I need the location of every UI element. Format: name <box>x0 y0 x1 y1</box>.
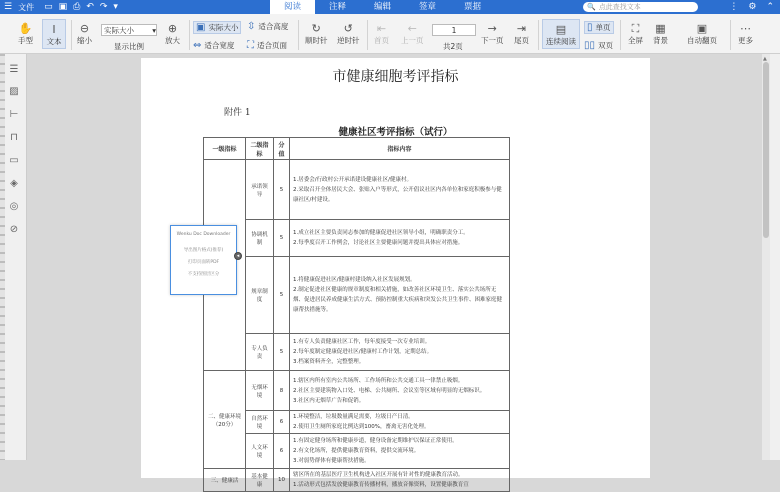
divider <box>298 20 299 50</box>
divider <box>538 20 539 50</box>
cell-score: 8 <box>274 371 290 411</box>
criteria-table <box>203 137 510 492</box>
arrow-right-icon: → <box>487 22 497 35</box>
header-content: 指标内容 <box>290 138 510 160</box>
cell-level2: 规章制度 <box>246 257 274 334</box>
divider <box>189 20 190 50</box>
cell-content: 1.将健康促进社区/健康村建设纳入社区发展规划。 2.制定促进社区健康的规章制度和相关措施，如改善社区环境卫生、落实公共场所无烟、促进居民养成健康生活方式、预防控制重大疾病和突发公共卫生事件、困难家庭健康帮扶措施等。 <box>290 257 510 334</box>
last-page-button[interactable]: ⇥ 尾页 <box>514 22 529 45</box>
popup-toggle-knob[interactable]: ◂ <box>234 252 242 260</box>
last-page-icon: ⇥ <box>516 22 527 35</box>
attachment-label: 附件 1 <box>224 108 251 118</box>
title-bar <box>0 0 780 14</box>
menu-icon[interactable]: ☰ <box>4 2 13 12</box>
divider <box>71 20 72 50</box>
cell-content: 1.居委会/行政村公开承诺建设健康社区/健康村。 2.采取召开全体居民大会、张贴入户等形式，公开倡议社区内各单位和家庭积极参与健康社区/村建设。 <box>290 160 510 220</box>
more-dots-icon: ⋯ <box>740 22 751 35</box>
fit-page-button[interactable]: ⛶ 适合页面 <box>247 40 287 51</box>
first-page-button[interactable]: ⇤ 首页 <box>374 22 389 45</box>
table-row <box>204 220 510 257</box>
cell-content: 1.有专人负责健康社区工作，每年度接受一次专业培训。 2.每年度制定健康促进社区/健康村工作计划，定期总结。 3.档案资料齐全，完整整理。 <box>290 334 510 371</box>
tab-sign[interactable]: 签章 <box>418 2 436 12</box>
background-icon: ▦ <box>655 22 666 35</box>
single-page-button[interactable]: ▯ 单页 <box>584 21 614 34</box>
cell-level2: 基本健康 <box>246 469 274 492</box>
rotate-ccw-icon: ↺ <box>343 22 353 35</box>
zoom-out-button[interactable]: ⊖ 缩小 <box>77 22 92 45</box>
zoom-select[interactable]: 实际大小 ▾ <box>101 24 157 36</box>
cell-level2: 自然环境 <box>246 411 274 434</box>
layers-tree-icon[interactable]: ⊢ <box>9 109 19 120</box>
first-page-icon: ⇤ <box>376 22 387 35</box>
minus-circle-icon: ⊖ <box>79 22 90 35</box>
comment-icon[interactable]: ▭ <box>9 155 19 166</box>
cell-score: 5 <box>274 334 290 371</box>
bookmark-icon[interactable]: ⊓ <box>10 132 18 143</box>
tab-invoice[interactable]: 票据 <box>463 2 481 12</box>
cell-content: 1.有固定健身场所和健康步道，健身设备定期维护以保证正常使用。 2.有文化场所，提供健康教育资料，提供交流环境。 3.对弱势群体有健康帮扶措施。 <box>290 434 510 469</box>
zoom-ratio-label: 显示比例 <box>114 42 144 51</box>
rotate-clockwise-button[interactable]: ↻ 顺时针 <box>305 22 328 45</box>
search-icon: 🔍 <box>587 3 596 11</box>
tab-annotate[interactable]: 注释 <box>328 2 346 12</box>
tab-edit[interactable]: 编辑 <box>373 2 391 12</box>
divider <box>620 20 621 50</box>
table-header-row <box>204 138 510 160</box>
table-title: 健康社区考评指标（试行） <box>338 127 453 138</box>
cell-content: 辖区所在的基层医疗卫生机构进入社区开展有针对性的健康教育活动。 1.活动形式包括发放健康教育传播材料，播放音像资料，设置健康教育宣 <box>290 469 510 492</box>
double-page-button[interactable]: ▯▯ 双页 <box>584 40 614 51</box>
customize-icon[interactable]: ▾ <box>113 2 118 12</box>
layers-icon[interactable]: ◈ <box>10 178 18 189</box>
cell-level2: 人文环境 <box>246 434 274 469</box>
cell-score: 6 <box>274 434 290 469</box>
window-controls <box>729 0 774 14</box>
cell-level2: 承诺领导 <box>246 160 274 220</box>
hand-tool[interactable]: ✋ 手型 <box>18 22 33 45</box>
actual-size-icon: ▣ <box>196 22 206 33</box>
popup-export-images[interactable]: 导出图片格式(推荐) <box>183 248 224 253</box>
cell-level2: 专人负责 <box>246 334 274 371</box>
auto-scroll-icon: ▣ <box>696 22 708 35</box>
continuous-icon: ▤ <box>555 23 567 36</box>
table-row <box>204 257 510 334</box>
undo-icon[interactable]: ↶ <box>86 2 94 12</box>
table-row <box>204 334 510 371</box>
table-row <box>204 160 510 220</box>
table-row <box>204 469 510 492</box>
right-edge-strip <box>770 54 780 460</box>
target-icon[interactable]: ◎ <box>9 201 19 212</box>
page-number-input[interactable]: 1 <box>432 24 476 36</box>
scroll-up-icon[interactable]: ▲ <box>763 56 767 62</box>
table-row <box>204 434 510 469</box>
continuous-reading-button[interactable]: ▤ 连续阅读 <box>542 19 580 49</box>
plus-circle-icon: ⊕ <box>167 22 178 35</box>
arrow-left-icon: ← <box>407 22 417 35</box>
divider <box>367 20 368 50</box>
total-pages: 共2页 <box>443 42 463 51</box>
scrollbar-thumb[interactable] <box>763 62 769 238</box>
collapse-icon[interactable]: ⌃ <box>766 2 774 12</box>
sidebar-edge-strip <box>0 54 5 460</box>
file-menu[interactable]: 文件 <box>18 2 35 12</box>
redo-icon[interactable]: ↷ <box>99 2 108 12</box>
attachment-icon[interactable]: ⊘ <box>9 224 19 235</box>
document-title: 市健康细胞考评指标 <box>332 69 459 85</box>
cell-score: 5 <box>274 220 290 257</box>
single-page-icon: ▯ <box>587 22 593 33</box>
fit-page-icon: ⛶ <box>247 40 254 51</box>
cell-level1: 三、健康活 <box>204 469 246 492</box>
double-page-icon: ▯▯ <box>584 40 596 51</box>
cell-score: 5 <box>274 160 290 220</box>
header-level2: 二级指标 <box>246 138 274 160</box>
document-viewer[interactable] <box>28 54 770 488</box>
actual-size-button[interactable]: ▣ 实际大小 <box>193 21 241 34</box>
divider <box>730 20 731 50</box>
fit-width-icon: ⇔ <box>193 40 202 51</box>
text-tool[interactable]: I 文本 <box>42 19 66 49</box>
popup-header: Wenku Doc Downloader <box>176 232 231 237</box>
print-icon[interactable]: ⎙ <box>73 2 81 12</box>
chevron-down-icon: ▾ <box>152 25 156 35</box>
cell-score: 5 <box>274 257 290 334</box>
vertical-scrollbar[interactable] <box>762 54 770 460</box>
header-score: 分值 <box>274 138 290 160</box>
more-vertical-icon[interactable]: ⋮ <box>729 2 739 12</box>
cell-content: 1.成立社区主要负责同志参加的健康促进社区领导小组，明确职责分工。 2.每季度召开工作例会，讨论社区主要健康问题并提出具体应对措施。 <box>290 220 510 257</box>
hand-icon: ✋ <box>18 22 33 35</box>
table-row <box>204 371 510 411</box>
gear-icon[interactable]: ⚙ <box>748 2 757 12</box>
fit-width-button[interactable]: ⇔ 适合宽度 <box>193 40 235 51</box>
popup-print-pdf[interactable]: 打印页面转PDF <box>187 260 220 265</box>
thumbnail-icon[interactable]: ▨ <box>9 86 19 97</box>
rotate-cw-icon: ↻ <box>311 22 321 35</box>
fit-height-button[interactable]: ⇳ 适合高度 <box>247 21 289 32</box>
popup-no-layer[interactable]: 不支持图层区分 <box>187 272 220 277</box>
cell-score: 10 <box>274 469 290 492</box>
search-box[interactable] <box>583 2 698 12</box>
open-icon[interactable]: ▭ <box>44 2 53 12</box>
background-button[interactable]: ▦ 背景 <box>653 22 668 45</box>
cell-content: 1.辖区内所有室内公共场所、工作场所和公共交通工具一律禁止吸烟。 2.社区主要建筑物入口处、电梯、公共厕所、会议室等区域有明显的无烟标识。 3.社区内无烟草广告和促销。 <box>290 371 510 411</box>
more-button[interactable]: ⋯ 更多 <box>738 22 753 45</box>
header-level1: 一级指标 <box>204 138 246 160</box>
tab-read[interactable]: 阅读 <box>270 0 315 14</box>
prev-page-button[interactable]: ← 上一页 <box>401 22 424 45</box>
text-cursor-icon: I <box>52 23 56 36</box>
reading-toolbar <box>0 14 780 54</box>
fullscreen-icon: ⛶ <box>631 22 640 35</box>
table-row <box>204 411 510 434</box>
table-body <box>204 160 510 492</box>
outline-icon[interactable]: ☰ <box>9 64 19 75</box>
fullscreen-button[interactable]: ⛶ 全屏 <box>628 22 643 45</box>
fit-height-icon: ⇳ <box>247 21 256 32</box>
cell-level2: 无烟环境 <box>246 371 274 411</box>
save-icon[interactable]: ▣ <box>58 2 68 12</box>
ribbon-tabs <box>270 0 495 14</box>
downloader-popup <box>170 225 237 295</box>
quick-access <box>0 2 200 13</box>
zoom-in-button[interactable]: ⊕ 放大 <box>165 22 180 45</box>
next-page-button[interactable]: → 下一页 <box>481 22 504 45</box>
search-placeholder: 点此查找文本 <box>598 3 641 11</box>
cell-level1: 二、健康环境（20分） <box>204 371 246 469</box>
cell-content: 1.环境整洁，垃圾数量满足需要，垃圾日产日清。 2.使用卫生厕所家庭比例达到100%，畜禽无害化处理。 <box>290 411 510 434</box>
rotate-counterclockwise-button[interactable]: ↺ 逆时针 <box>337 22 360 45</box>
cell-score: 6 <box>274 411 290 434</box>
auto-scroll-button[interactable]: ▣ 自动翻页 <box>687 22 717 45</box>
cell-level2: 协调机制 <box>246 220 274 257</box>
